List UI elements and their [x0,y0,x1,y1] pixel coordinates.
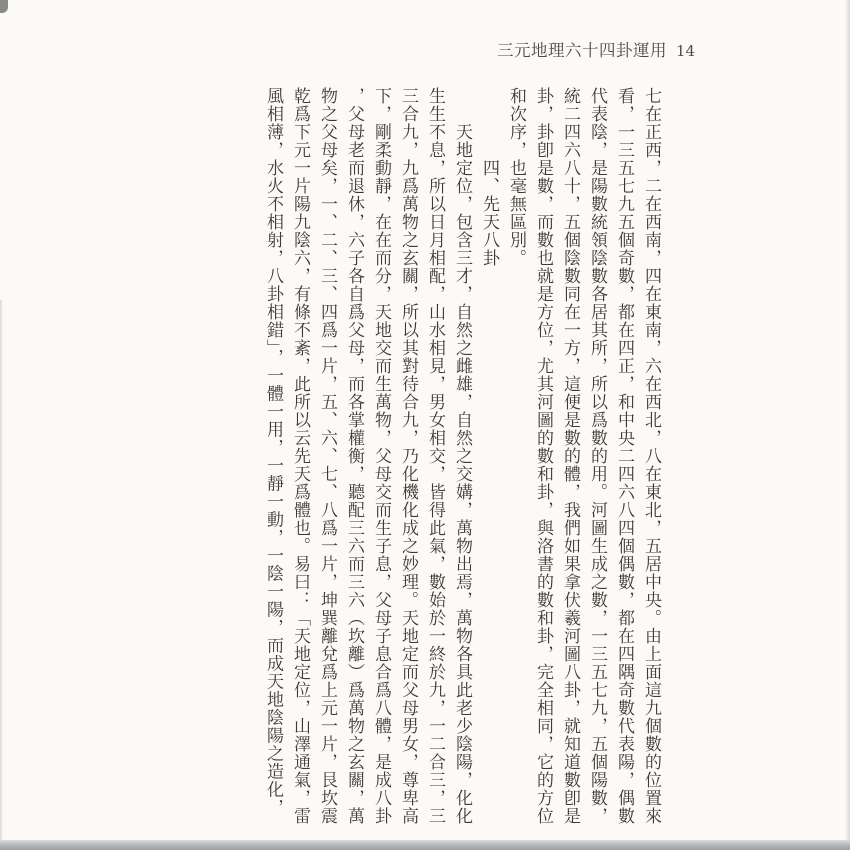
page-number: 14 [676,42,696,60]
text-column: 乾爲下元一片陽九陰六，有條不紊，此所以云先天爲體也。易曰：「天地定位，山澤通氣，雷 [290,87,310,825]
scan-corner-mark [0,0,8,13]
text-column: 三合九，九爲萬物之玄關，所以其對待合九，乃化機化成之妙理。天地定而父母男女，尊卑高 [398,87,418,825]
text-column: 和次序，也毫無區別。 [506,87,526,267]
text-column: 物之父母矣，一、二、三、四爲一片，五、六、七、八爲一片，坤巽離兌爲上元一片，艮坎震 [317,87,337,825]
text-column: 卦，卦卽是數，而數也就是方位，尤其河圖的數和卦，與洛書的數和卦，完全相同，它的方位 [533,87,553,825]
text-column: 統二四六八十，五個陰數同在一方，這便是數的體，我們如果拿伏羲河圖八卦，就知道數卽是 [560,87,580,825]
running-head-title: 三元地理六十四卦運用 [497,41,667,60]
text-column: 代表陰，是陽數統領陰數各居其所，所以爲數的用。河圖生成之數，一三五七九，五個陽數， [587,87,607,825]
section-heading: 四、先天八卦 [479,158,499,267]
text-column: 下，剛柔動靜，在在而分，天地交而生萬物，父母交而生子息，父母子息合爲八體，是成八卦 [371,87,391,825]
text-column: 看，一三五七九五個奇數，都在四正，和中央二四六八四個偶數，都在四隅奇數代表陽，偶數 [614,87,634,825]
text-column: ，父母老而退休，六子各自爲父母，而各掌權衡，聽配三六而三六（坎離）爲萬物之玄關，萬 [344,87,364,825]
text-column: 天地定位，包含三才，自然之雌雄，自然之交媾，萬物出焉，萬物各具此老少陰陽，化化 [452,122,472,825]
running-head [497,37,695,61]
text-column: 七在正西，二在西南，四在東南，六在西北，八在東北，五居中央。由上面這九個數的位置來 [641,87,661,825]
text-column: 生生不息，所以日月相配，山水相見，男女相交，皆得此氣，數始於一終於九，一二合三，三 [425,87,445,825]
text-columns [259,87,664,825]
text-column: 風相薄，水火不相射，八卦相錯」，一體一用，一靜一動，一陰一陽，而成天地陰陽之造化， [263,87,283,817]
scan-edge-right [845,0,850,840]
scan-edge-bottom [0,840,850,850]
scan-edge-left [0,300,3,840]
